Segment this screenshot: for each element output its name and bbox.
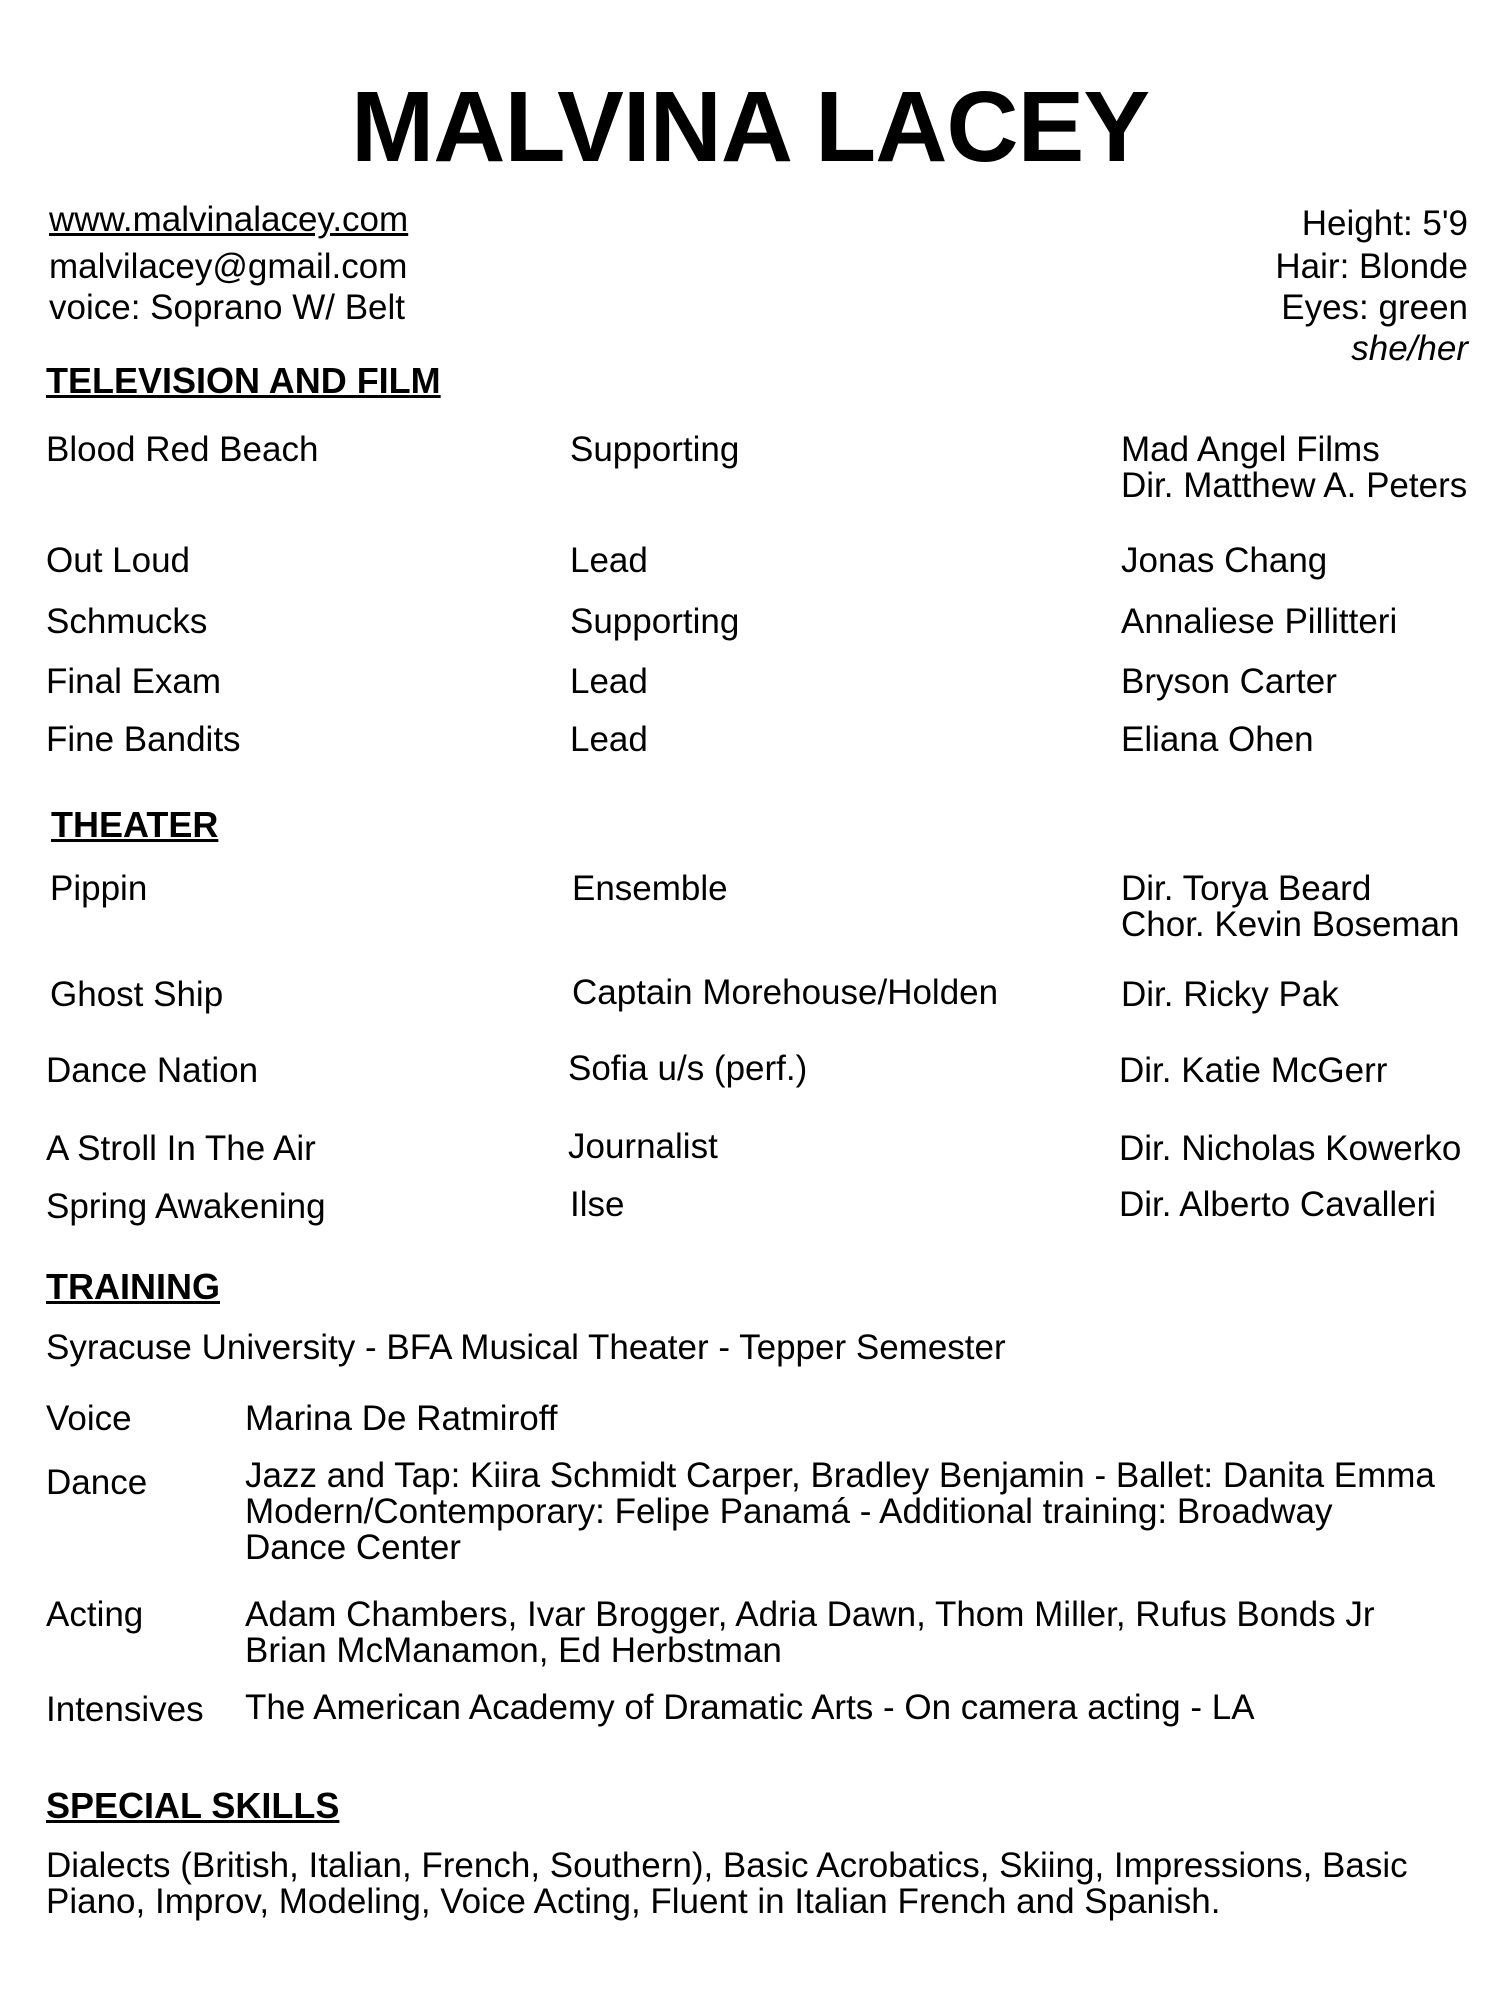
tv-title: Out Loud xyxy=(46,541,190,580)
theater-role: Ensemble xyxy=(572,869,728,908)
tv-credit-secondary: Dir. Matthew A. Peters xyxy=(1121,466,1468,505)
email-address: malvilacey@gmail.com xyxy=(49,247,408,286)
resume-name: MALVINA LACEY xyxy=(350,71,1150,183)
tv-credit: Annaliese Pillitteri xyxy=(1121,602,1398,641)
tv-credit: Mad Angel Films xyxy=(1121,430,1380,469)
training-label-intensives: Intensives xyxy=(46,1690,204,1729)
eyes-stat: Eyes: green xyxy=(1281,288,1468,327)
tv-role: Lead xyxy=(570,541,648,580)
theater-credit: Dir. Katie McGerr xyxy=(1119,1051,1388,1090)
tv-title: Blood Red Beach xyxy=(46,430,319,469)
theater-credit: Dir. Nicholas Kowerko xyxy=(1119,1129,1462,1168)
height-stat: Height: 5'9 xyxy=(1301,204,1468,243)
pronouns: she/her xyxy=(1351,329,1468,368)
theater-role: Journalist xyxy=(568,1127,718,1166)
tv-role: Supporting xyxy=(570,602,740,641)
tv-role: Lead xyxy=(570,720,648,759)
training-detail-voice: Marina De Ratmiroff xyxy=(245,1399,558,1438)
training-detail-dance-line: Modern/Contemporary: Felipe Panamá - Additional training: Broadway xyxy=(245,1492,1333,1531)
theater-title: A Stroll In The Air xyxy=(46,1129,316,1168)
tv-title: Final Exam xyxy=(46,662,222,701)
training-label-acting: Acting xyxy=(46,1595,144,1634)
training-label-dance: Dance xyxy=(46,1463,148,1502)
training-detail-acting-line: Brian McManamon, Ed Herbstman xyxy=(245,1631,782,1670)
skills-text: Dialects (British, Italian, French, Southern), Basic Acrobatics, Skiing, Impressions, Basic Piano, Improv, Modeling, Voice Acting, Fluent in Italian French and Spanish. xyxy=(46,1846,1408,1921)
tv-credit: Eliana Ohen xyxy=(1121,720,1314,759)
website-link-text[interactable]: www.malvinalacey.com xyxy=(49,200,409,239)
training-school: Syracuse University - BFA Musical Theater - Tepper Semester xyxy=(46,1328,1006,1367)
theater-title: Dance Nation xyxy=(46,1051,259,1090)
theater-credit: Dir. Torya Beard xyxy=(1121,869,1372,908)
tv-title: Fine Bandits xyxy=(46,720,241,759)
section-heading-theater: THEATER xyxy=(51,804,219,845)
theater-credit: Dir. Alberto Cavalleri xyxy=(1119,1185,1437,1224)
theater-title: Pippin xyxy=(50,869,148,908)
theater-role: Sofia u/s (perf.) xyxy=(568,1049,808,1088)
theater-credit-secondary: Chor. Kevin Boseman xyxy=(1121,905,1460,944)
training-detail-dance-line: Dance Center xyxy=(245,1528,461,1567)
training-detail-acting-line: Adam Chambers, Ivar Brogger, Adria Dawn, Thom Miller, Rufus Bonds Jr xyxy=(245,1595,1375,1634)
section-heading-training: TRAINING xyxy=(46,1266,220,1307)
tv-credit: Bryson Carter xyxy=(1121,662,1337,701)
voice-type: voice: Soprano W/ Belt xyxy=(49,288,405,327)
theater-role: Ilse xyxy=(570,1185,625,1224)
theater-role: Captain Morehouse/Holden xyxy=(572,973,999,1012)
tv-role: Supporting xyxy=(570,430,740,469)
section-heading-skills: SPECIAL SKILLS xyxy=(46,1785,340,1826)
training-label-voice: Voice xyxy=(46,1399,132,1438)
training-detail-intensives: The American Academy of Dramatic Arts - On camera acting - LA xyxy=(245,1688,1255,1727)
theater-title: Spring Awakening xyxy=(46,1187,326,1226)
website-link[interactable] xyxy=(49,200,408,240)
tv-credit: Jonas Chang xyxy=(1121,541,1328,580)
tv-title: Schmucks xyxy=(46,602,208,641)
section-heading-television: TELEVISION AND FILM xyxy=(46,360,441,401)
theater-credit: Dir. Ricky Pak xyxy=(1121,975,1339,1014)
theater-title: Ghost Ship xyxy=(50,975,224,1014)
training-detail-dance-line: Jazz and Tap: Kiira Schmidt Carper, Bradley Benjamin - Ballet: Danita Emma xyxy=(245,1456,1435,1495)
tv-role: Lead xyxy=(570,662,648,701)
hair-stat: Hair: Blonde xyxy=(1275,247,1468,286)
